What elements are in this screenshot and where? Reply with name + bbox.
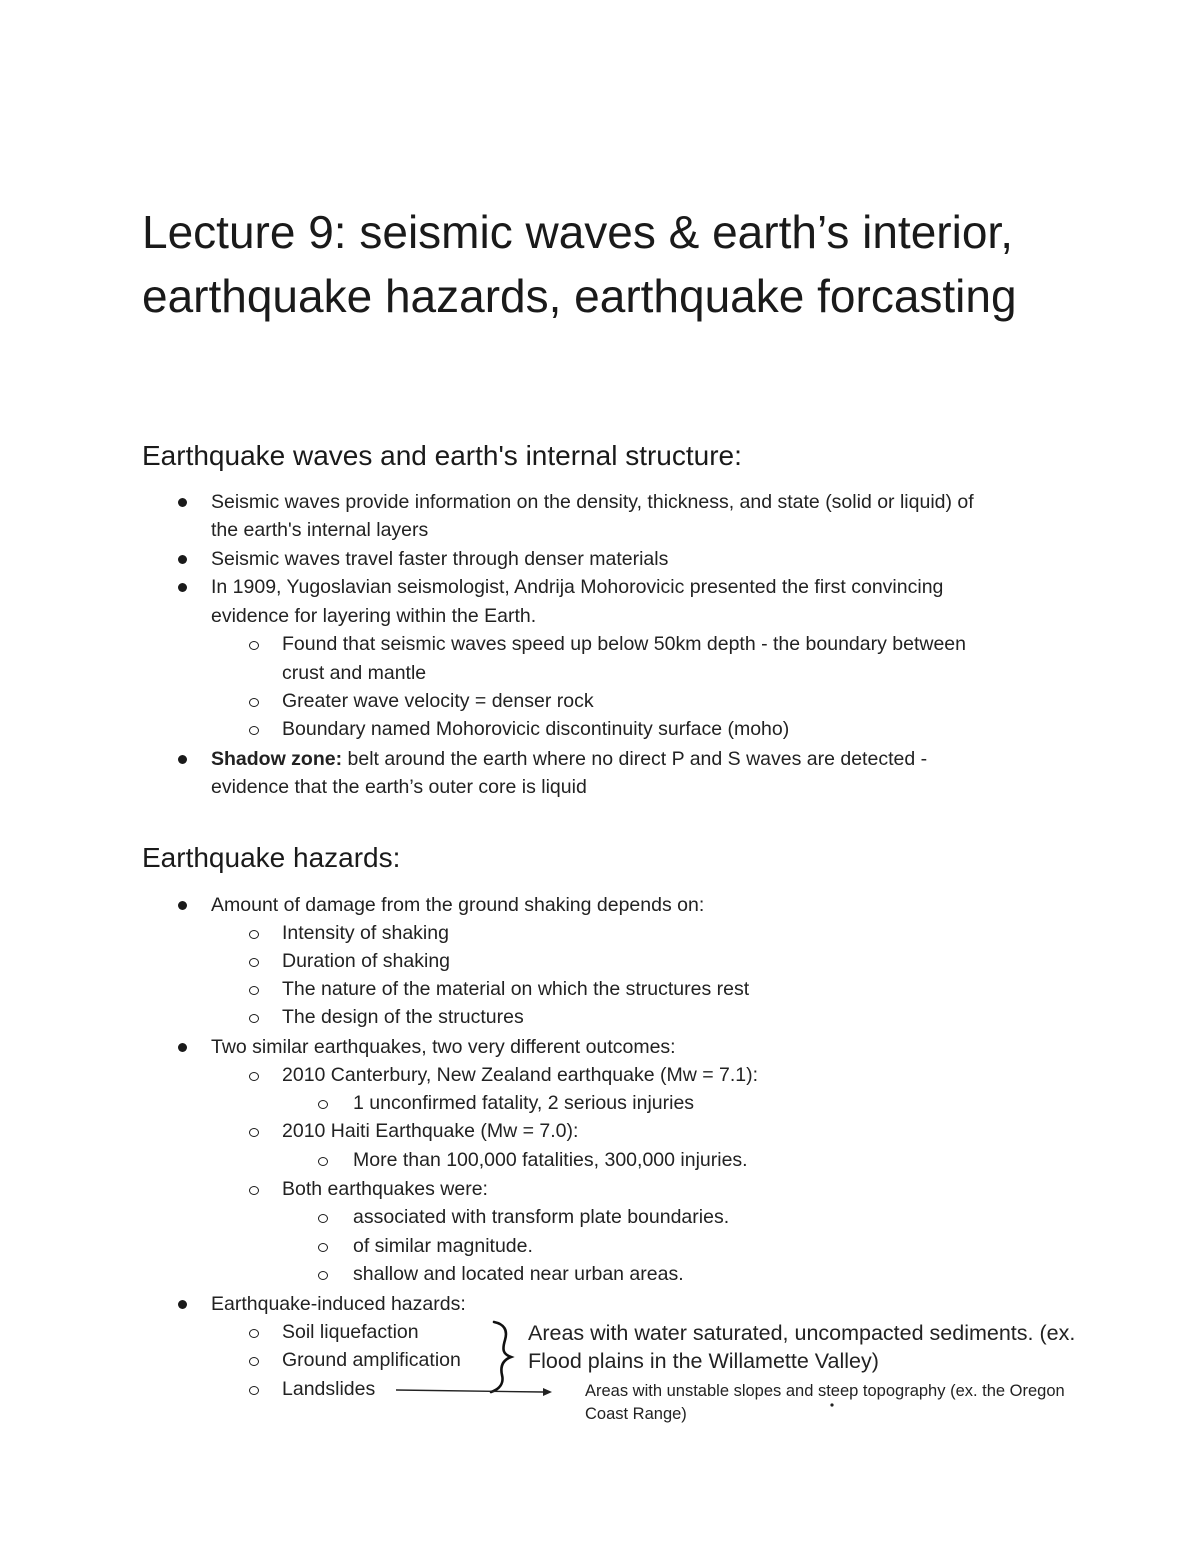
list-item: Both earthquakes were: [282, 1178, 488, 1200]
list-item: Boundary named Mohorovicic discontinuity surface (moho) [282, 718, 790, 740]
list-item: Intensity of shaking [282, 922, 449, 944]
list-item: of similar magnitude. [353, 1235, 533, 1257]
list-item-continuation: crust and mantle [282, 662, 427, 684]
page-title: Lecture 9: seismic waves & earth’s interior, earthquake hazards, earthquake forcasting [142, 206, 1017, 322]
list-item-landslides: Landslides [282, 1378, 376, 1400]
list-item-soil-liquefaction: Soil liquefaction [282, 1321, 419, 1343]
list-item-continuation: evidence that the earth’s outer core is liquid [211, 776, 587, 798]
annotation-liquefaction-line1: Areas with water saturated, uncompacted sediments. (ex. [528, 1321, 1076, 1345]
list-item: Two similar earthquakes, two very different outcomes: [211, 1036, 676, 1058]
list-item: Seismic waves provide information on the density, thickness, and state (solid or liquid) of [211, 491, 974, 513]
shadow-zone-definition: belt around the earth where no direct P and S waves are detected - [342, 748, 928, 770]
list-item: Found that seismic waves speed up below 50km depth - the boundary between [282, 633, 966, 655]
list-item: shallow and located near urban areas. [353, 1263, 684, 1285]
annotation-landslide-line2: Coast Range) [585, 1405, 687, 1423]
list-item: associated with transform plate boundaries. [353, 1206, 730, 1228]
arrow-line [396, 1390, 543, 1392]
annotation-liquefaction-line2: Flood plains in the Willamette Valley) [528, 1349, 879, 1373]
list-item: Amount of damage from the ground shaking depends on: [211, 894, 705, 916]
section-heading-internal-structure: Earthquake waves and earth's internal structure: [142, 440, 742, 471]
list-item: More than 100,000 fatalities, 300,000 injuries. [353, 1149, 748, 1171]
arrow-head-icon [543, 1388, 552, 1396]
list-item-continuation: the earth's internal layers [211, 519, 429, 541]
stray-dot [830, 1403, 833, 1406]
annotation-landslide-line1: Areas with unstable slopes and steep topography (ex. the Oregon [585, 1382, 1065, 1400]
list-item-ground-amplification: Ground amplification [282, 1349, 461, 1371]
list-item: In 1909, Yugoslavian seismologist, Andrija Mohorovicic presented the first convincing [211, 576, 944, 598]
list-item: Earthquake-induced hazards: [211, 1293, 466, 1315]
list-item: 1 unconfirmed fatality, 2 serious injuries [353, 1092, 695, 1114]
list-item: The nature of the material on which the structures rest [282, 978, 750, 1000]
list-item: Seismic waves travel faster through denser materials [211, 548, 669, 570]
list-item: Duration of shaking [282, 950, 451, 972]
term-shadow-zone: Shadow zone: [211, 748, 343, 770]
list-item: Greater wave velocity = denser rock [282, 690, 594, 712]
list-item: 2010 Canterbury, New Zealand earthquake (Mw = 7.1): [282, 1064, 759, 1086]
list-item: The design of the structures [282, 1006, 524, 1028]
list-item-continuation: evidence for layering within the Earth. [211, 605, 537, 627]
section-heading-hazards: Earthquake hazards: [142, 842, 401, 873]
list-item: 2010 Haiti Earthquake (Mw = 7.0): [282, 1120, 579, 1142]
curly-brace-icon [491, 1322, 511, 1392]
